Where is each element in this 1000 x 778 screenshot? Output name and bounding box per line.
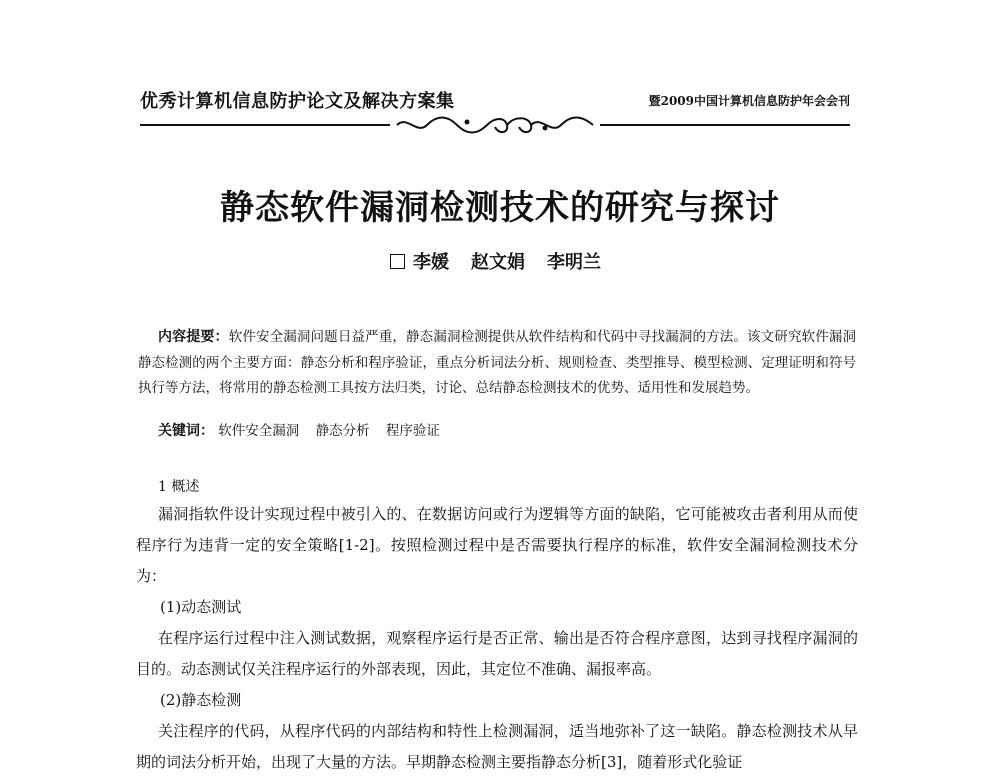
abstract-text: 软件安全漏洞问题日益严重，静态漏洞检测提供从软件结构和代码中寻找漏洞的方法。该文研究软件漏洞静态检测的两个主要方面：静态分析和程序验证，重点分析词法分析、规则检查、类型推导、模型检测、定理证明和符号执行等方法，将常用的静态检测工具按方法归类，讨论、总结静态检测技术的优势、适用性和发展趋势。 bbox=[138, 329, 857, 396]
ornament-icon bbox=[395, 113, 595, 137]
subsection-heading: (1)动态测试 bbox=[160, 598, 242, 616]
keyword: 静态分析 bbox=[315, 423, 370, 439]
body-paragraph: 在程序运行过程中注入测试数据，观察程序运行是否正常、输出是否符合程序意图，达到寻找程序漏洞的目的。动态测试仅关注程序运行的外部表现，因此，其定位不准确、漏报率高。 bbox=[136, 629, 858, 678]
section-heading: 1 概述 bbox=[158, 479, 200, 495]
author-name: 李明兰 bbox=[547, 252, 601, 273]
header-rule bbox=[140, 113, 850, 137]
author-name: 赵文娟 bbox=[471, 252, 525, 273]
rule-line-right bbox=[600, 124, 850, 126]
keyword: 软件安全漏洞 bbox=[218, 423, 300, 439]
body-paragraph: 关注程序的代码，从程序代码的内部结构和特性上检测漏洞，适当地弥补了这一缺陷。静态检测技术从早期的词法分析开始，出现了大量的方法。早期静态检测主要指静态分析[3]，随着形式化验证 bbox=[136, 722, 858, 771]
author-name: 李媛 bbox=[413, 252, 449, 273]
author-box-icon bbox=[390, 254, 405, 269]
abstract bbox=[138, 325, 856, 402]
rule-line-left bbox=[140, 124, 390, 126]
body-paragraph: 漏洞指软件设计实现过程中被引入的、在数据访问或行为逻辑等方面的缺陷，它可能被攻击者利用从而使程序行为违背一定的安全策略[1-2]。按照检测过程中是否需要执行程序的标准，软件安全漏洞检测技术分为： bbox=[136, 505, 858, 585]
abstract-label: 内容提要： bbox=[158, 329, 229, 345]
paper-title: 静态软件漏洞检测技术的研究与探讨 bbox=[220, 188, 780, 228]
conference-title: 暨2009中国计算机信息防护年会会刊 bbox=[648, 94, 850, 108]
section-1 bbox=[136, 475, 858, 778]
journal-title: 优秀计算机信息防护论文及解决方案集 bbox=[140, 91, 455, 112]
author-line bbox=[390, 248, 615, 274]
keywords-label: 关键词： bbox=[158, 423, 214, 439]
keyword: 程序验证 bbox=[385, 423, 440, 439]
keywords bbox=[158, 419, 452, 440]
subsection-heading: (2)静态检测 bbox=[160, 691, 242, 709]
